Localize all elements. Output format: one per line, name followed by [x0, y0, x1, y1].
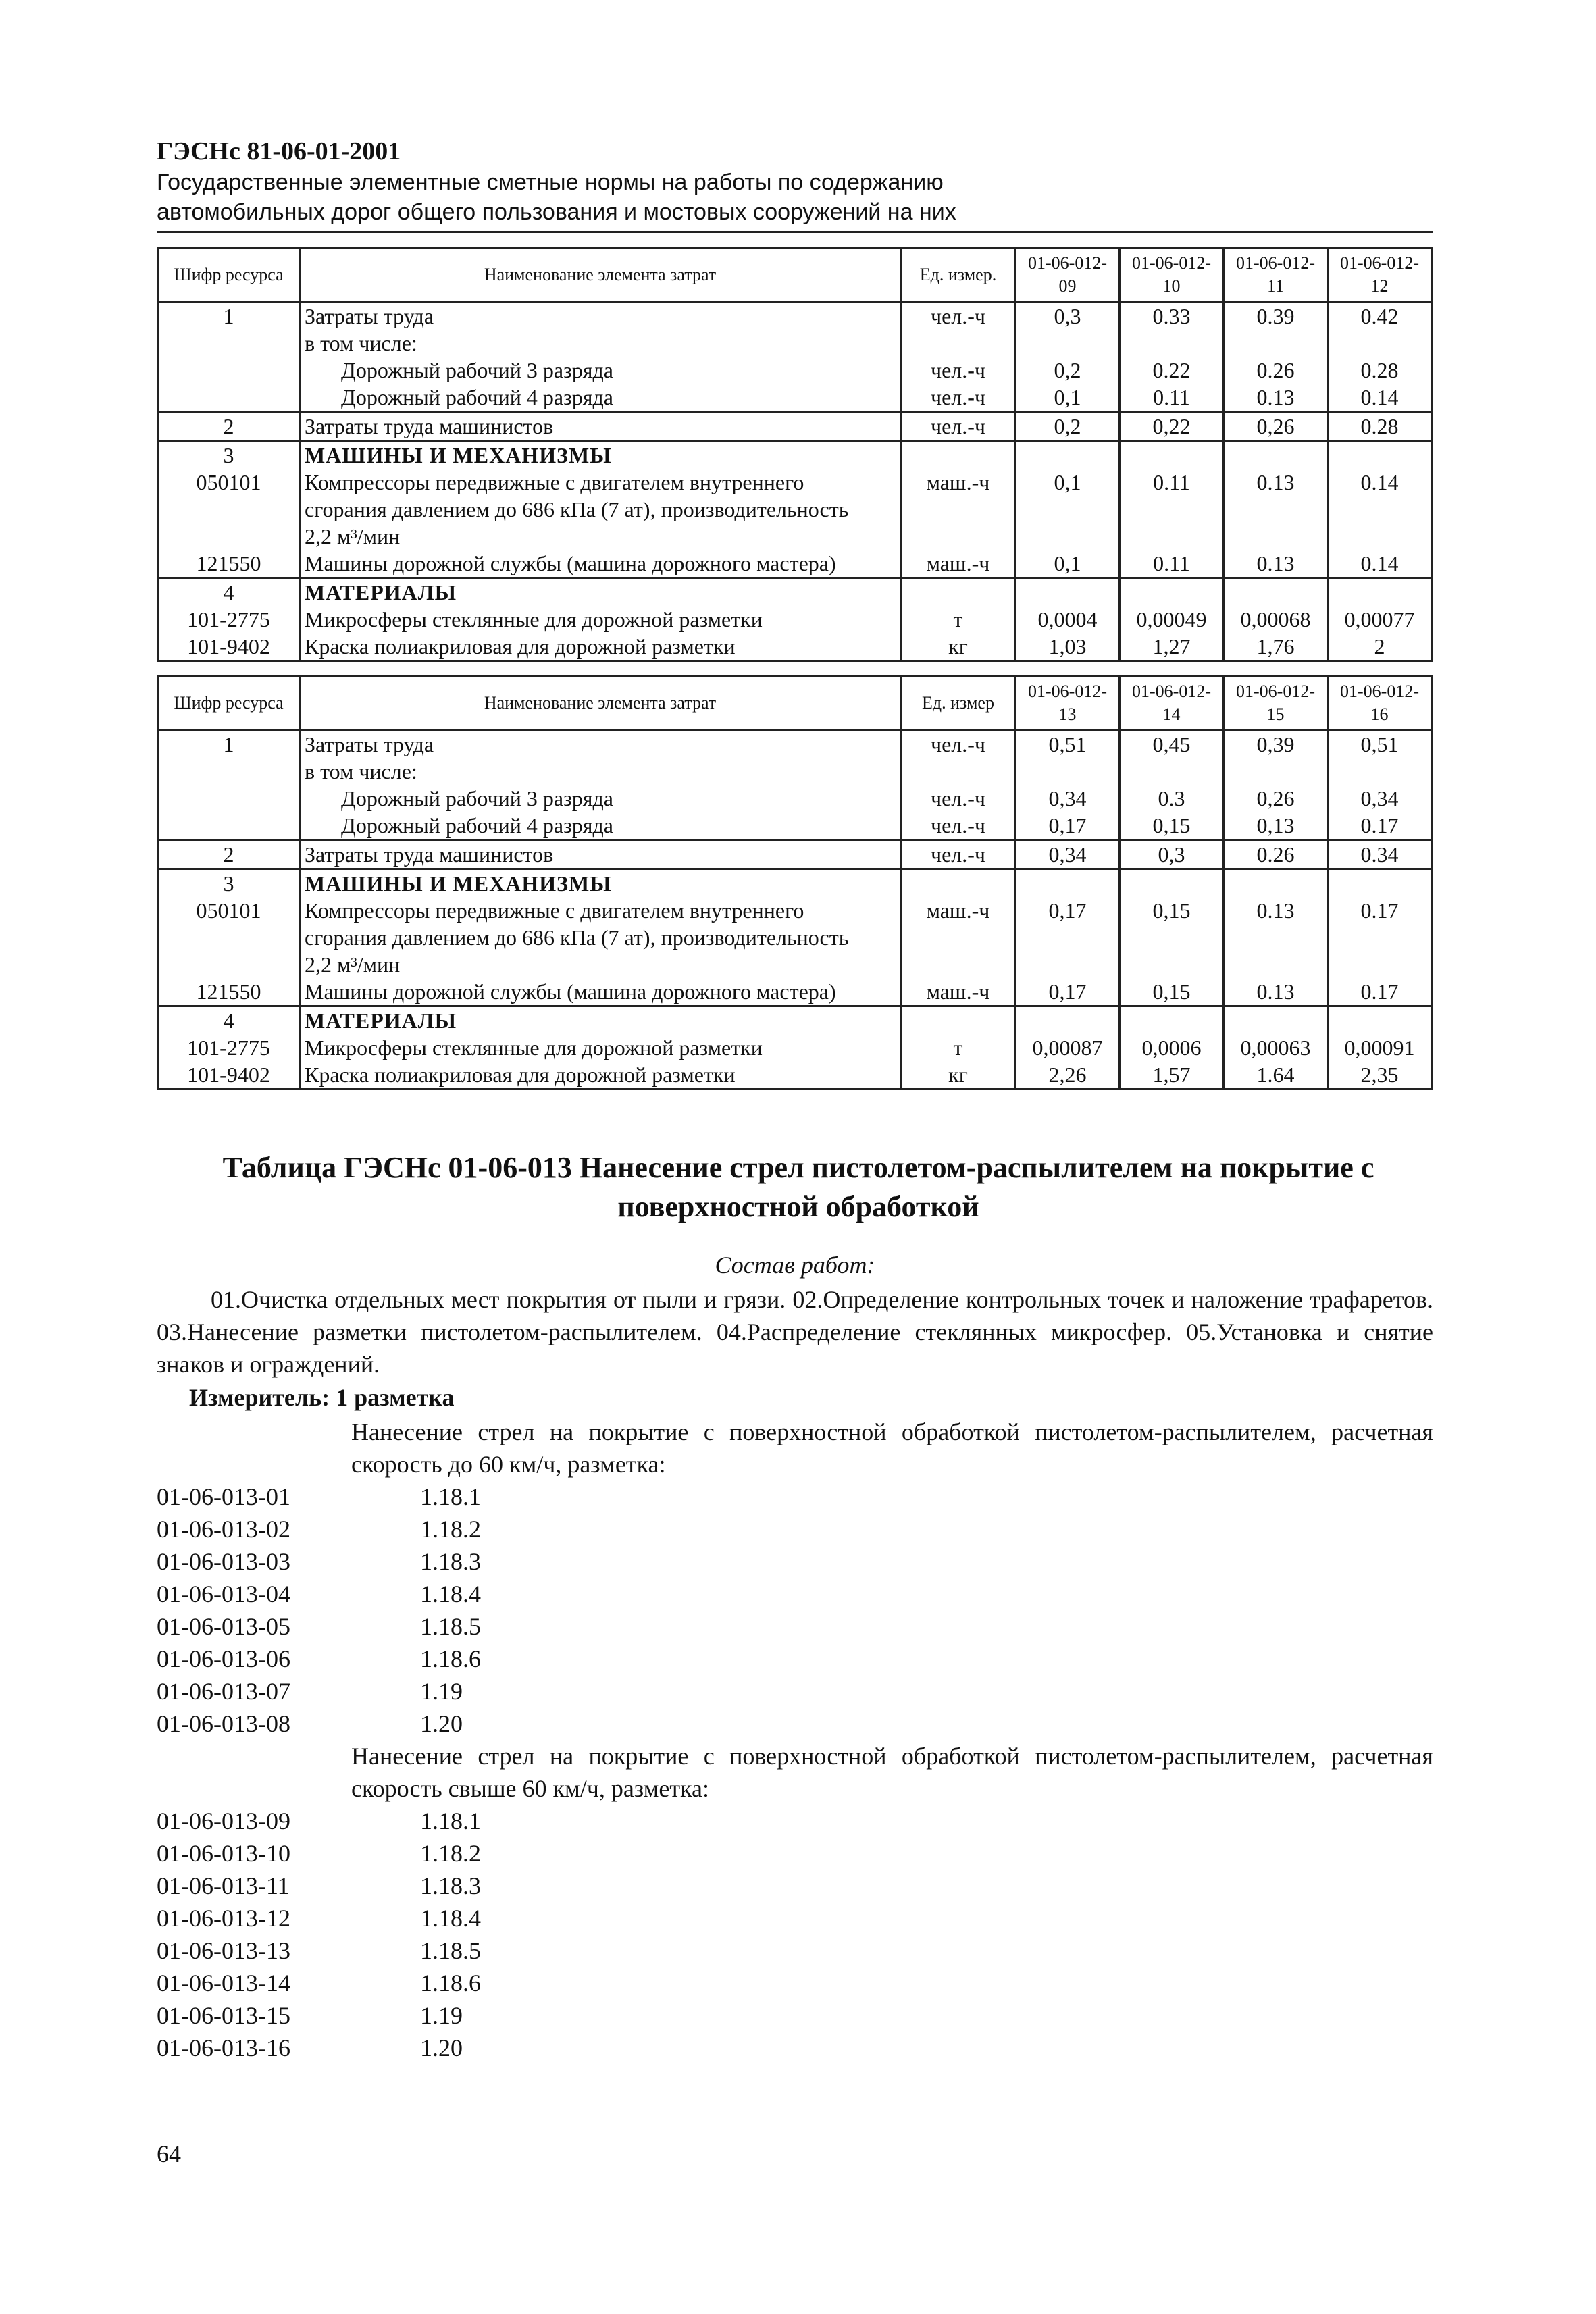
resource-code — [158, 758, 300, 785]
norm-code-row — [157, 1999, 623, 2032]
norm-code-row — [157, 1902, 623, 1934]
resource-code: 101-2775 — [158, 606, 300, 633]
norm-code-row — [157, 1675, 623, 1707]
resource-code: 3 — [158, 441, 300, 469]
resource-code: 050101 — [158, 897, 300, 924]
norm-code: 01-06-013-14 — [157, 1970, 290, 1997]
norm-value — [1224, 330, 1328, 357]
resource-code: 050101 — [158, 469, 300, 496]
resource-code: 101-9402 — [158, 1061, 300, 1089]
norm-value — [1016, 330, 1120, 357]
norm-value: 0,1 — [1016, 469, 1120, 496]
norm-value — [1328, 523, 1432, 550]
norm-value — [1016, 951, 1120, 978]
marking-type: 1.18.1 — [420, 1483, 481, 1510]
norm-value: 1,57 — [1120, 1061, 1224, 1089]
norm-value — [1120, 441, 1224, 469]
table-row — [158, 1061, 1432, 1089]
unit-of-measure: маш.-ч — [901, 897, 1016, 924]
norm-value — [1328, 1006, 1432, 1035]
marking-type: 1.20 — [420, 2034, 463, 2061]
header-norm-code: 01-06-012-12 — [1328, 249, 1432, 302]
norm-value: 0,26 — [1224, 412, 1328, 441]
norm-value: 0,3 — [1120, 840, 1224, 869]
document-code: ГЭСНс 81-06-01-2001 — [157, 137, 401, 165]
resource-code: 2 — [158, 840, 300, 869]
element-name: Дорожный рабочий 3 разряда — [300, 357, 901, 384]
norm-value: 0.33 — [1120, 302, 1224, 330]
norm-value — [1120, 869, 1224, 898]
norm-value — [1224, 951, 1328, 978]
header-norm-code: 01-06-012-16 — [1328, 677, 1432, 730]
norm-value — [1120, 578, 1224, 607]
element-name: в том числе: — [300, 758, 901, 785]
unit-of-measure — [901, 924, 1016, 951]
unit-of-measure: маш.-ч — [901, 550, 1016, 578]
norm-code: 01-06-013-11 — [157, 1872, 290, 1899]
table-header-row — [158, 677, 1432, 730]
marking-type: 1.18.4 — [420, 1580, 481, 1608]
norm-value: 1.64 — [1224, 1061, 1328, 1089]
table-row — [158, 578, 1432, 607]
norm-value: 0,34 — [1016, 785, 1120, 812]
marking-type: 1.19 — [420, 2002, 463, 2029]
norm-value — [1120, 951, 1224, 978]
norm-value: 0,2 — [1016, 357, 1120, 384]
norm-code: 01-06-013-05 — [157, 1613, 290, 1640]
table-row — [158, 633, 1432, 661]
unit-of-measure: маш.-ч — [901, 978, 1016, 1006]
section-title — [157, 1148, 1440, 1227]
table-row — [158, 1034, 1432, 1061]
norm-value: 0,15 — [1120, 897, 1224, 924]
table-row — [158, 785, 1432, 812]
norm-code: 01-06-013-01 — [157, 1483, 290, 1510]
unit-of-measure — [901, 441, 1016, 469]
header-unit: Ед. измер. — [901, 249, 1016, 302]
element-name: Компрессоры передвижные с двигателем внутреннего — [300, 469, 901, 496]
norm-value: 0.13 — [1224, 384, 1328, 412]
norm-code-list-1 — [157, 1481, 623, 1740]
norm-value — [1328, 951, 1432, 978]
norm-value — [1328, 924, 1432, 951]
resource-code: 4 — [158, 578, 300, 607]
norm-value: 0.14 — [1328, 469, 1432, 496]
table-row — [158, 606, 1432, 633]
norm-value: 0,00087 — [1016, 1034, 1120, 1061]
norm-code-row — [157, 1513, 623, 1545]
resource-code — [158, 330, 300, 357]
unit-of-measure: кг — [901, 633, 1016, 661]
resource-code — [158, 812, 300, 840]
norm-value: 0,17 — [1016, 812, 1120, 840]
unit-of-measure: т — [901, 1034, 1016, 1061]
table-row — [158, 496, 1432, 523]
norm-value: 0.11 — [1120, 469, 1224, 496]
norm-value: 0,51 — [1328, 730, 1432, 759]
marking-type: 1.18.5 — [420, 1937, 481, 1964]
norm-code-row — [157, 1545, 623, 1578]
norm-value: 0.11 — [1120, 384, 1224, 412]
norm-value: 0,34 — [1016, 840, 1120, 869]
norm-value: 0,3 — [1016, 302, 1120, 330]
element-name: Затраты труда — [300, 730, 901, 759]
norm-value: 0.34 — [1328, 840, 1432, 869]
norm-value — [1016, 523, 1120, 550]
norm-value: 0.13 — [1224, 978, 1328, 1006]
norm-value: 0,51 — [1016, 730, 1120, 759]
table-row — [158, 758, 1432, 785]
header-norm-code: 01-06-012-09 — [1016, 249, 1120, 302]
resource-code: 2 — [158, 412, 300, 441]
norm-code: 01-06-013-03 — [157, 1548, 290, 1575]
marking-type: 1.18.2 — [420, 1516, 481, 1543]
norm-code: 01-06-013-12 — [157, 1905, 290, 1932]
norm-value — [1016, 1006, 1120, 1035]
marking-type: 1.19 — [420, 1678, 463, 1705]
norm-code: 01-06-013-07 — [157, 1678, 290, 1705]
norm-code: 01-06-013-10 — [157, 1840, 290, 1867]
norm-value: 0.28 — [1328, 412, 1432, 441]
norm-value: 0,13 — [1224, 812, 1328, 840]
norm-value — [1120, 758, 1224, 785]
table-row — [158, 523, 1432, 550]
work-composition-text: 01.Очистка отдельных мест покрытия от пыли и грязи. 02.Определение контрольных точек и наложение трафаретов. 03.Нанесение разметки пистолетом-распылителем. 04.Распределение стеклянных микросфер. 05.Установка и снятие знаков и ограждений. — [157, 1286, 1433, 1378]
norm-code-row — [157, 1481, 623, 1513]
header-resource-code: Шифр ресурса — [158, 677, 300, 730]
norm-code: 01-06-013-09 — [157, 1807, 290, 1834]
table-row — [158, 384, 1432, 412]
resource-code — [158, 357, 300, 384]
norm-value — [1016, 496, 1120, 523]
norm-value: 0,26 — [1224, 785, 1328, 812]
norm-code: 01-06-013-15 — [157, 2002, 290, 2029]
table-header-row — [158, 249, 1432, 302]
unit-of-measure: чел.-ч — [901, 785, 1016, 812]
norm-code: 01-06-013-13 — [157, 1937, 290, 1964]
norm-value — [1016, 924, 1120, 951]
norm-value: 1,03 — [1016, 633, 1120, 661]
norm-value — [1328, 496, 1432, 523]
header-norm-code: 01-06-012-15 — [1224, 677, 1328, 730]
page-header — [157, 135, 1440, 227]
unit-of-measure — [901, 869, 1016, 898]
norm-code-row — [157, 1934, 623, 1967]
norm-value — [1120, 496, 1224, 523]
norm-value — [1328, 869, 1432, 898]
norm-value — [1224, 924, 1328, 951]
element-name: 2,2 м³/мин — [300, 523, 901, 550]
norm-description-2: Нанесение стрел на покрытие с поверхностной обработкой пистолетом-распылителем, расчетная скорость свыше 60 км/ч, разметка: — [351, 1743, 1433, 1802]
table-row — [158, 730, 1432, 759]
norm-value: 0,17 — [1016, 978, 1120, 1006]
section-title-line-2: поверхностной обработкой — [617, 1190, 979, 1223]
norm-value — [1120, 1006, 1224, 1035]
unit-of-measure — [901, 330, 1016, 357]
marking-type: 1.18.6 — [420, 1645, 481, 1672]
header-norm-code: 01-06-012-11 — [1224, 249, 1328, 302]
norm-value — [1120, 924, 1224, 951]
document-title-line-1: Государственные элементные сметные нормы на работы по содержанию — [157, 170, 944, 195]
unit-of-measure: чел.-ч — [901, 412, 1016, 441]
unit-of-measure: кг — [901, 1061, 1016, 1089]
element-name: Краска полиакриловая для дорожной разметки — [300, 633, 901, 661]
resource-code — [158, 496, 300, 523]
norm-value: 0.13 — [1224, 897, 1328, 924]
norm-value: 0.17 — [1328, 978, 1432, 1006]
table-row — [158, 978, 1432, 1006]
document-title-line-2: автомобильных дорог общего пользования и мостовых сооружений на них — [157, 199, 956, 225]
norm-code-row — [157, 1643, 623, 1675]
norm-value: 0.28 — [1328, 357, 1432, 384]
unit-of-measure — [901, 496, 1016, 523]
element-name: 2,2 м³/мин — [300, 951, 901, 978]
norm-value: 0,00068 — [1224, 606, 1328, 633]
unit-of-measure: чел.-ч — [901, 812, 1016, 840]
unit-of-measure: т — [901, 606, 1016, 633]
unit-of-measure: чел.-ч — [901, 302, 1016, 330]
norm-value: 0.11 — [1120, 550, 1224, 578]
norm-code-row — [157, 1610, 623, 1643]
norm-value: 0.17 — [1328, 812, 1432, 840]
norm-value: 0,0006 — [1120, 1034, 1224, 1061]
element-name: Дорожный рабочий 3 разряда — [300, 785, 901, 812]
table-row — [158, 812, 1432, 840]
resource-code: 3 — [158, 869, 300, 898]
norm-value: 0,2 — [1016, 412, 1120, 441]
norm-value: 0.14 — [1328, 550, 1432, 578]
resource-table-2 — [157, 675, 1433, 1090]
unit-of-measure — [901, 523, 1016, 550]
norm-code-row — [157, 1805, 623, 1837]
header-element-name: Наименование элемента затрат — [300, 677, 901, 730]
norm-value — [1224, 496, 1328, 523]
unit-of-measure — [901, 578, 1016, 607]
norm-value: 1,27 — [1120, 633, 1224, 661]
element-name: Краска полиакриловая для дорожной разметки — [300, 1061, 901, 1089]
marking-type: 1.18.3 — [420, 1548, 481, 1575]
norm-value: 0,17 — [1016, 897, 1120, 924]
table-row — [158, 951, 1432, 978]
measure-unit: Измеритель: 1 разметка — [189, 1384, 455, 1411]
norm-value: 0,22 — [1120, 412, 1224, 441]
table-row — [158, 550, 1432, 578]
norm-value: 2 — [1328, 633, 1432, 661]
element-name: Дорожный рабочий 4 разряда — [300, 812, 901, 840]
norm-value — [1224, 869, 1328, 898]
element-name: сгорания давлением до 686 кПа (7 ат), производительность — [300, 496, 901, 523]
element-name: Машины дорожной службы (машина дорожного мастера) — [300, 978, 901, 1006]
norm-code-row — [157, 1578, 623, 1610]
resource-code: 4 — [158, 1006, 300, 1035]
resource-code: 101-2775 — [158, 1034, 300, 1061]
table-row — [158, 412, 1432, 441]
element-name: Микросферы стеклянные для дорожной разметки — [300, 606, 901, 633]
norm-value: 0,15 — [1120, 812, 1224, 840]
table-row — [158, 302, 1432, 330]
norm-description-1: Нанесение стрел на покрытие с поверхностной обработкой пистолетом-распылителем, расчетная скорость до 60 км/ч, разметка: — [351, 1418, 1433, 1478]
marking-type: 1.18.1 — [420, 1807, 481, 1834]
norm-code: 01-06-013-08 — [157, 1710, 290, 1737]
norm-value — [1120, 523, 1224, 550]
element-name: МАШИНЫ И МЕХАНИЗМЫ — [300, 441, 901, 469]
table-row — [158, 357, 1432, 384]
norm-value — [1016, 578, 1120, 607]
resource-code: 1 — [158, 302, 300, 330]
element-name: Машины дорожной службы (машина дорожного мастера) — [300, 550, 901, 578]
norm-value — [1224, 1006, 1328, 1035]
table-row — [158, 869, 1432, 898]
norm-code-list-2 — [157, 1805, 623, 2064]
table-row — [158, 840, 1432, 869]
marking-type: 1.20 — [420, 1710, 463, 1737]
norm-code-row — [157, 1870, 623, 1902]
unit-of-measure — [901, 758, 1016, 785]
norm-value — [1328, 578, 1432, 607]
element-name: Микросферы стеклянные для дорожной разметки — [300, 1034, 901, 1061]
resource-table-1 — [157, 247, 1433, 662]
norm-value: 0,15 — [1120, 978, 1224, 1006]
unit-of-measure — [901, 951, 1016, 978]
resource-code: 121550 — [158, 978, 300, 1006]
norm-value: 0.26 — [1224, 840, 1328, 869]
header-norm-code: 01-06-012-14 — [1120, 677, 1224, 730]
norm-value: 0,34 — [1328, 785, 1432, 812]
norm-value: 0.13 — [1224, 550, 1328, 578]
norm-value: 0,00091 — [1328, 1034, 1432, 1061]
marking-type: 1.18.4 — [420, 1905, 481, 1932]
norm-value: 2,35 — [1328, 1061, 1432, 1089]
unit-of-measure: чел.-ч — [901, 384, 1016, 412]
norm-value — [1224, 578, 1328, 607]
resource-code — [158, 951, 300, 978]
norm-value: 0,45 — [1120, 730, 1224, 759]
norm-code: 01-06-013-02 — [157, 1516, 290, 1543]
norm-value: 0.14 — [1328, 384, 1432, 412]
unit-of-measure: маш.-ч — [901, 469, 1016, 496]
resource-code: 121550 — [158, 550, 300, 578]
element-name: МАТЕРИАЛЫ — [300, 1006, 901, 1035]
norm-value: 0.17 — [1328, 897, 1432, 924]
norm-code: 01-06-013-16 — [157, 2034, 290, 2061]
element-name: Затраты труда — [300, 302, 901, 330]
work-composition-heading: Состав работ: — [715, 1252, 875, 1279]
resource-code — [158, 924, 300, 951]
norm-value — [1016, 441, 1120, 469]
norm-value: 0,00077 — [1328, 606, 1432, 633]
marking-type: 1.18.6 — [420, 1970, 481, 1997]
norm-code-row — [157, 1967, 623, 1999]
element-name: МАШИНЫ И МЕХАНИЗМЫ — [300, 869, 901, 898]
header-norm-code: 01-06-012-10 — [1120, 249, 1224, 302]
element-name: Компрессоры передвижные с двигателем внутреннего — [300, 897, 901, 924]
unit-of-measure: чел.-ч — [901, 357, 1016, 384]
norm-value — [1328, 330, 1432, 357]
page-number: 64 — [157, 2140, 181, 2167]
header-rule — [157, 231, 1433, 233]
norm-value: 0,1 — [1016, 550, 1120, 578]
norm-value — [1328, 441, 1432, 469]
norm-value: 0,00049 — [1120, 606, 1224, 633]
resource-code — [158, 785, 300, 812]
norm-value: 0.39 — [1224, 302, 1328, 330]
norm-value — [1016, 869, 1120, 898]
norm-value — [1224, 523, 1328, 550]
element-name: Дорожный рабочий 4 разряда — [300, 384, 901, 412]
table-row — [158, 330, 1432, 357]
header-element-name: Наименование элемента затрат — [300, 249, 901, 302]
norm-value — [1016, 758, 1120, 785]
element-name: Затраты труда машинистов — [300, 412, 901, 441]
norm-value — [1224, 441, 1328, 469]
unit-of-measure — [901, 1006, 1016, 1035]
norm-value: 2,26 — [1016, 1061, 1120, 1089]
norm-code-row — [157, 1707, 623, 1740]
resource-code: 101-9402 — [158, 633, 300, 661]
marking-type: 1.18.3 — [420, 1872, 481, 1899]
norm-value: 0.42 — [1328, 302, 1432, 330]
norm-value — [1328, 758, 1432, 785]
element-name: Затраты труда машинистов — [300, 840, 901, 869]
norm-value: 0,0004 — [1016, 606, 1120, 633]
header-unit: Ед. измер — [901, 677, 1016, 730]
header-norm-code: 01-06-012-13 — [1016, 677, 1120, 730]
norm-value: 0.13 — [1224, 469, 1328, 496]
element-name: в том числе: — [300, 330, 901, 357]
table-row — [158, 897, 1432, 924]
table-row — [158, 924, 1432, 951]
norm-value: 0.26 — [1224, 357, 1328, 384]
marking-type: 1.18.5 — [420, 1613, 481, 1640]
unit-of-measure: чел.-ч — [901, 840, 1016, 869]
norm-value: 0,39 — [1224, 730, 1328, 759]
element-name: сгорания давлением до 686 кПа (7 ат), производительность — [300, 924, 901, 951]
norm-value: 1,76 — [1224, 633, 1328, 661]
norm-code-row — [157, 1837, 623, 1870]
norm-code-row — [157, 2032, 623, 2064]
norm-value: 0,00063 — [1224, 1034, 1328, 1061]
section-title-line-1: Таблица ГЭСНс 01-06-013 Нанесение стрел пистолетом-распылителем на покрытие с — [222, 1151, 1374, 1184]
norm-code: 01-06-013-06 — [157, 1645, 290, 1672]
norm-value — [1120, 330, 1224, 357]
resource-code — [158, 384, 300, 412]
resource-code: 1 — [158, 730, 300, 759]
norm-value — [1224, 758, 1328, 785]
marking-type: 1.18.2 — [420, 1840, 481, 1867]
header-resource-code: Шифр ресурса — [158, 249, 300, 302]
table-row — [158, 469, 1432, 496]
element-name: МАТЕРИАЛЫ — [300, 578, 901, 607]
unit-of-measure: чел.-ч — [901, 730, 1016, 759]
norm-value: 0.3 — [1120, 785, 1224, 812]
norm-code: 01-06-013-04 — [157, 1580, 290, 1608]
norm-value: 0.22 — [1120, 357, 1224, 384]
table-row — [158, 1006, 1432, 1035]
norm-value: 0,1 — [1016, 384, 1120, 412]
table-row — [158, 441, 1432, 469]
resource-code — [158, 523, 300, 550]
